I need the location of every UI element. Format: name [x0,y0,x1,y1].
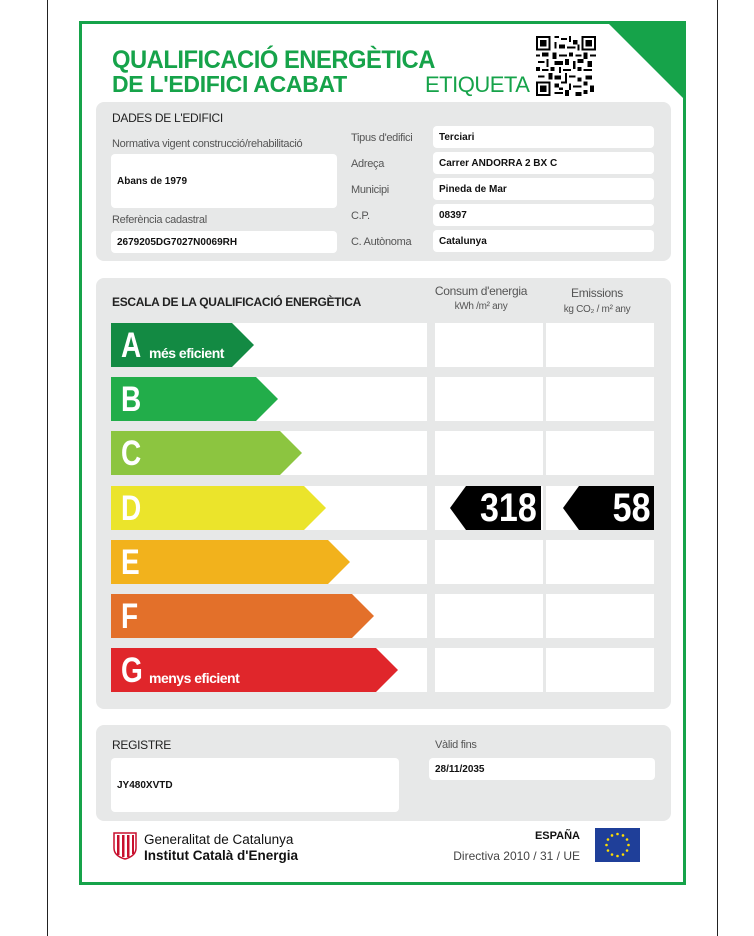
page-border-left [47,0,48,936]
eu-star [607,838,610,841]
energy-value-text: 318 [480,485,537,530]
class-letter: D [121,488,142,528]
class-arrow-g [111,648,398,692]
eu-star [622,853,625,856]
type-field: Terciari [433,126,654,148]
eu-star [626,849,629,852]
class-letter: G [121,651,143,691]
eu-star [611,853,614,856]
emissions-cell [546,431,654,475]
type-label: Tipus d'edifici [351,132,413,144]
class-letter: A [121,326,142,365]
class-arrow-a [111,323,254,367]
energy-cell [435,323,543,367]
corner-triangle [606,21,686,101]
energy-cell [435,431,543,475]
region-label: C. Autònoma [351,236,412,248]
energy-cell [435,594,543,638]
class-arrow-c [111,431,302,475]
eu-star [616,833,619,836]
emissions-cell [546,594,654,638]
class-letter: C [121,434,142,474]
class-arrow-f [111,594,374,638]
cadastral-field: 2679205DG7027N0069RH [111,231,337,253]
eu-star [627,844,630,847]
emissions-cell [546,648,654,692]
energy-label [79,21,686,885]
class-description: menys eficient [149,670,240,687]
eu-star [622,834,625,837]
directive-label: Directiva 2010 / 31 / UE [453,849,580,863]
emissions-value-badge [563,486,654,530]
building-data-panel [96,102,671,261]
address-label: Adreça [351,158,385,170]
valid-field: 28/11/2035 [429,758,655,780]
emissions-col-unit: kg CO₂ / m² any [563,304,631,315]
emissions-cell [546,540,654,584]
eu-star [607,849,610,852]
eu-star [611,834,614,837]
class-letter: F [121,597,139,636]
etiqueta-label: ETIQUETA [425,72,530,97]
page-border-right [717,0,718,936]
emissions-col-title: Emissions [571,286,623,300]
scale-panel [96,278,671,709]
eu-star [616,855,619,858]
class-description: més eficient [149,345,224,361]
energy-cell [435,648,543,692]
cadastral-label: Referència cadastral [112,214,207,226]
country-label: ESPAÑA [534,830,580,842]
energy-value-badge [450,486,541,530]
valid-label: Vàlid fins [435,739,477,751]
class-letter: B [121,380,142,420]
energy-cell [435,377,543,421]
qr-code-icon [536,36,596,96]
eu-flag-icon [595,828,640,862]
emissions-value-text: 58 [612,485,650,530]
regulation-field: Abans de 1979 [111,154,337,208]
address-field: Carrer ANDORRA 2 BX C [433,152,654,174]
class-arrow-b [111,377,278,421]
eu-star [605,844,608,847]
municipality-field: Pineda de Mar [433,178,654,200]
class-arrow-d [111,486,326,530]
regulation-label: Normativa vigent construcció/rehabilitació [112,138,303,150]
energy-cell [435,540,543,584]
energy-col-title: Consum d'energia [434,284,528,298]
generalitat-logo-icon [113,832,137,860]
title-line2: DE L'EDIFICI ACABAT [112,71,347,97]
scale-section-title: ESCALA DE LA QUALIFICACIÓ ENERGÈTICA [112,295,361,309]
registry-section-title: REGISTRE [112,738,171,752]
org-line1: Generalitat de Catalunya [144,832,294,847]
postcode-field: 08397 [433,204,654,226]
title-line1: QUALIFICACIÓ ENERGÈTICA [112,46,435,74]
postcode-label: C.P. [351,210,370,222]
registry-panel [96,725,671,821]
registry-field: JY480XVTD [111,758,399,812]
eu-star [626,838,629,841]
class-arrow-e [111,540,350,584]
region-field: Catalunya [433,230,654,252]
building-section-title: DADES DE L'EDIFICI [112,111,223,125]
municipality-label: Municipi [351,184,389,196]
energy-col-unit: kWh /m² any [454,301,508,312]
org-line2: Institut Català d'Energia [144,848,298,863]
emissions-cell [546,323,654,367]
emissions-cell [546,377,654,421]
class-letter: E [121,542,140,582]
